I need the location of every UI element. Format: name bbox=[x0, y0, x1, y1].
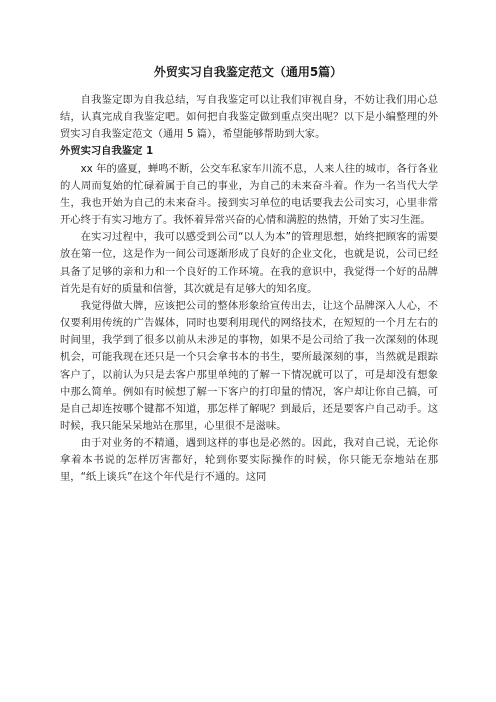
body-paragraph-4: 由于对业务的不精通，遇到这样的事也是必然的。因此，我对自己说，无论你拿着本书说的怎样厉害都好，轮到你要实际操作的时候，你只能无奈地站在那里，“纸上谈兵”在这个年代是行不通的。这同 bbox=[60, 437, 438, 484]
body-paragraph-2: 在实习过程中，我可以感受到公司“以人为本”的管理思想，始终把顾客的需要放在第一位，这是作为一间公司逐渐形成了良好的企业文化，也就是说，公司已经具备了足够的亲和力和一个良好的工作环境。在我的意识中，我觉得一个好的品牌首先是有好的质量和信誉，其次就是有足够大的知名度。 bbox=[60, 231, 438, 295]
body-paragraph-1: xx 年的盛夏，蝉鸣不断，公交车私家车川流不息，人来人往的城市，各行各业的人周而复始的忙碌着属于自己的事业，为自己的未来奋斗着。作为一名当代大学生，我也开始为自己的未来奋斗。接到实习单位的电话要我去公司实习，心里非常开心终于有实习地方了。我怀着异常兴奋的心情和满腔的热情，开始了实习生涯。 bbox=[60, 162, 438, 227]
intro-paragraph: 自我鉴定即为自我总结，写自我鉴定可以让我们审视自身，不妨让我们用心总结，认真完成自我鉴定吧。如何把自我鉴定做到重点突出呢？以下是小编整理的外贸实习自我鉴定范文（通用 5 篇），希望能够帮助到大家。 bbox=[60, 94, 438, 141]
section-heading: 外贸实习自我鉴定 1 bbox=[60, 145, 154, 158]
document-body bbox=[60, 92, 438, 487]
body-paragraph-3: 我觉得做大牌，应该把公司的整体形象给宣传出去，让这个品牌深入人心，不仅要利用传统的广告媒体，同时也要利用现代的网络技术，在短短的一个月左右的时间里，我学到了很多以前从未涉足的事物，如果不是公司给了我一次深刻的体现机会，可能我现在还只是一个只会拿书本的书生，要所最深刻的事，当然就是跟踪客户了，以前认为只是去客户那里单纯的了解一下情况就可以了，可是却没有想象中那么简单。例如有时候想了解一下客户的打印量的情况，客户却让你自己搞，可是自己却连按哪个键都不知道，那怎样了解呢？到最后，还是要客户自己动手。这时候，我只能呆呆地站在那里，心里很不是滋味。 bbox=[60, 299, 438, 432]
document-title: 外贸实习自我鉴定范文（通用5篇） bbox=[153, 65, 343, 79]
